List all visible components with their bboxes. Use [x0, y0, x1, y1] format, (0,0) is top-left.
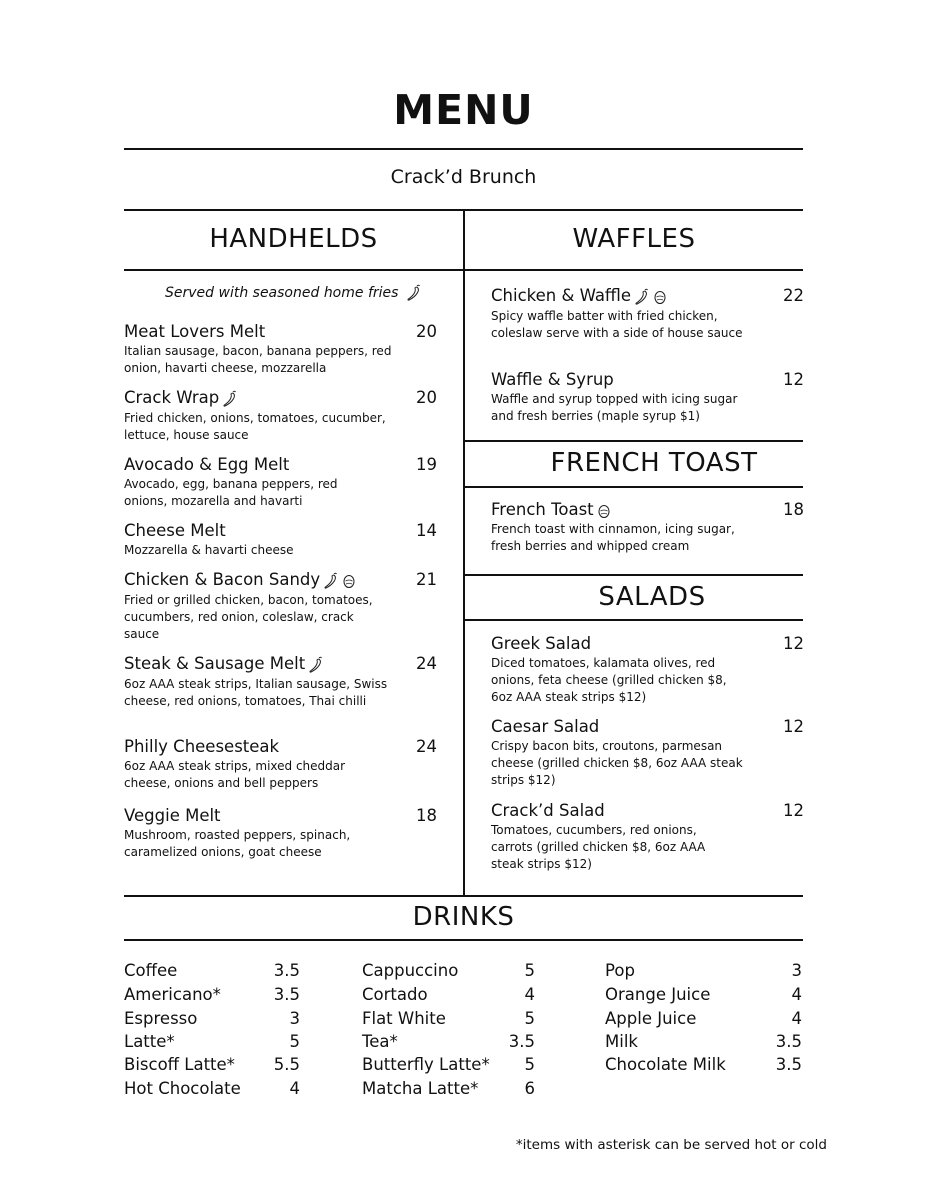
- menu-item: [491, 801, 721, 873]
- divider: [465, 486, 803, 488]
- drink-name: Biscoff Latte*: [124, 1055, 235, 1074]
- pepper-icon: [634, 288, 650, 306]
- drink-name: Apple Juice: [605, 1009, 697, 1028]
- item-description: Avocado, egg, banana peppers, red onions, mozarella and havarti: [124, 477, 338, 508]
- drink-name: Flat White: [362, 1009, 446, 1028]
- item-description: Fried chicken, onions, tomatoes, cucumber, lettuce, house sauce: [124, 410, 386, 442]
- divider: [124, 895, 803, 897]
- item-name: French Toast: [491, 500, 594, 519]
- item-description: French toast with cinnamon, icing sugar, fresh berries and whipped cream: [491, 522, 735, 553]
- drink-price: 5: [524, 1055, 535, 1074]
- item-name: Avocado & Egg Melt: [124, 455, 290, 474]
- drink-price: 5.5: [273, 1055, 300, 1074]
- menu-item: [124, 737, 364, 792]
- drink-price: 3: [791, 961, 802, 980]
- drink-name: Americano*: [124, 985, 221, 1004]
- drink-name: Pop: [605, 961, 635, 980]
- item-description: Italian sausage, bacon, banana peppers, red onion, havarti cheese, mozzarella: [124, 344, 392, 375]
- item-description: 6oz AAA steak strips, mixed cheddar cheese, onions and bell peppers: [124, 759, 346, 790]
- item-name: Meat Lovers Melt: [124, 322, 266, 341]
- item-description: Waffle and syrup topped with icing sugar and fresh berries (maple syrup $1): [491, 392, 738, 423]
- egg-icon: [342, 573, 356, 589]
- item-description: Mushroom, roasted peppers, spinach, caramelized onions, goat cheese: [124, 828, 351, 859]
- item-name: Greek Salad: [491, 634, 592, 653]
- item-name: Veggie Melt: [124, 806, 221, 825]
- item-description: Mozzarella & havarti cheese: [124, 543, 294, 557]
- footnote: *items with asterisk can be served hot or cold: [515, 1137, 827, 1153]
- item-name: Steak & Sausage Melt: [124, 654, 306, 673]
- item-price: 24: [416, 654, 437, 673]
- drink-name: Milk: [605, 1032, 638, 1051]
- section-heading-drinks: DRINKS: [412, 902, 515, 932]
- item-price: 18: [416, 806, 437, 825]
- drink-price: 5: [289, 1032, 300, 1051]
- drink-price: 4: [791, 985, 802, 1004]
- drink-price: 3.5: [508, 1032, 535, 1051]
- item-name: Chicken & Waffle: [491, 286, 632, 305]
- drink-price: 3.5: [775, 1032, 802, 1051]
- menu-item: [124, 455, 384, 510]
- pepper-icon: [308, 656, 324, 674]
- drink-price: 6: [524, 1079, 535, 1098]
- menu-item: [491, 286, 756, 342]
- item-price: 24: [416, 737, 437, 756]
- menu-item: [124, 570, 389, 643]
- menu-item: [491, 717, 756, 789]
- item-price: 12: [783, 801, 804, 820]
- drink-price: 3.5: [273, 985, 300, 1004]
- section-heading-salads: SALADS: [598, 582, 706, 612]
- item-price: 18: [783, 500, 804, 519]
- drink-name: Butterfly Latte*: [362, 1055, 490, 1074]
- menu-item: [124, 322, 399, 377]
- menu-item: [124, 388, 399, 444]
- item-name: Crack Wrap: [124, 388, 220, 407]
- item-price: 21: [416, 570, 437, 589]
- section-heading-french-toast: FRENCH TOAST: [550, 448, 758, 478]
- drink-name: Tea*: [362, 1032, 398, 1051]
- egg-icon: [653, 289, 667, 305]
- drink-name: Cappuccino: [362, 961, 459, 980]
- column-divider: [463, 209, 465, 895]
- drink-name: Latte*: [124, 1032, 175, 1051]
- drink-price: 3.5: [273, 961, 300, 980]
- menu-item: [124, 654, 389, 710]
- item-description: 6oz AAA steak strips, Italian sausage, Swiss cheese, red onions, tomatoes, Thai chilli: [124, 676, 388, 708]
- item-description: Diced tomatoes, kalamata olives, red onions, feta cheese (grilled chicken $8, 6oz AAA steak strips $12): [491, 656, 727, 704]
- egg-icon: [597, 503, 611, 519]
- item-name: Philly Cheesesteak: [124, 737, 280, 756]
- drink-name: Hot Chocolate: [124, 1079, 241, 1098]
- restaurant-name: Crack’d Brunch: [390, 166, 537, 188]
- drink-name: Orange Juice: [605, 985, 711, 1004]
- section-heading-handhelds: HANDHELDS: [209, 224, 378, 254]
- drink-price: 4: [524, 985, 535, 1004]
- item-name: Crack’d Salad: [491, 801, 605, 820]
- item-price: 22: [783, 286, 804, 305]
- item-description: Fried or grilled chicken, bacon, tomatoes, cucumbers, red onion, coleslaw, crack sauce: [124, 592, 373, 641]
- pepper-icon: [323, 572, 339, 590]
- section-heading-waffles: WAFFLES: [572, 224, 696, 254]
- item-name: Chicken & Bacon Sandy: [124, 570, 321, 589]
- drink-price: 4: [289, 1079, 300, 1098]
- item-price: 12: [783, 634, 804, 653]
- drink-price: 3.5: [775, 1055, 802, 1074]
- drink-name: Chocolate Milk: [605, 1055, 726, 1074]
- menu-item: [491, 370, 756, 425]
- drink-name: Coffee: [124, 961, 178, 980]
- item-price: 12: [783, 370, 804, 389]
- item-price: 14: [416, 521, 437, 540]
- menu-item: [124, 521, 399, 559]
- divider: [465, 440, 803, 442]
- item-name: Caesar Salad: [491, 717, 600, 736]
- drink-name: Cortado: [362, 985, 428, 1004]
- item-description: Crispy bacon bits, croutons, parmesan cheese (grilled chicken $8, 6oz AAA steak strips $12): [491, 739, 743, 787]
- pepper-icon: [222, 390, 238, 408]
- menu-item: [491, 500, 756, 555]
- menu-item: [124, 806, 384, 861]
- item-name: Cheese Melt: [124, 521, 226, 540]
- divider: [465, 619, 803, 621]
- item-name: Waffle & Syrup: [491, 370, 614, 389]
- handhelds-note: Served with seasoned home fries: [165, 284, 422, 302]
- pepper-icon: [406, 284, 422, 302]
- drink-price: 5: [524, 1009, 535, 1028]
- item-price: 19: [416, 455, 437, 474]
- drink-price: 5: [524, 961, 535, 980]
- item-description: Spicy waffle batter with fried chicken, coleslaw serve with a side of house sauce: [491, 308, 743, 340]
- page-title: MENU: [393, 86, 534, 134]
- drink-price: 4: [791, 1009, 802, 1028]
- drink-price: 3: [289, 1009, 300, 1028]
- item-price: 20: [416, 388, 437, 407]
- divider: [124, 148, 803, 150]
- drink-name: Matcha Latte*: [362, 1079, 479, 1098]
- drink-name: Espresso: [124, 1009, 198, 1028]
- divider: [124, 939, 803, 941]
- item-description: Tomatoes, cucumbers, red onions, carrots (grilled chicken $8, 6oz AAA steak strips $12): [491, 823, 706, 871]
- divider: [465, 269, 803, 271]
- divider: [465, 574, 803, 576]
- item-price: 12: [783, 717, 804, 736]
- item-price: 20: [416, 322, 437, 341]
- divider: [124, 269, 464, 271]
- menu-item: [491, 634, 746, 706]
